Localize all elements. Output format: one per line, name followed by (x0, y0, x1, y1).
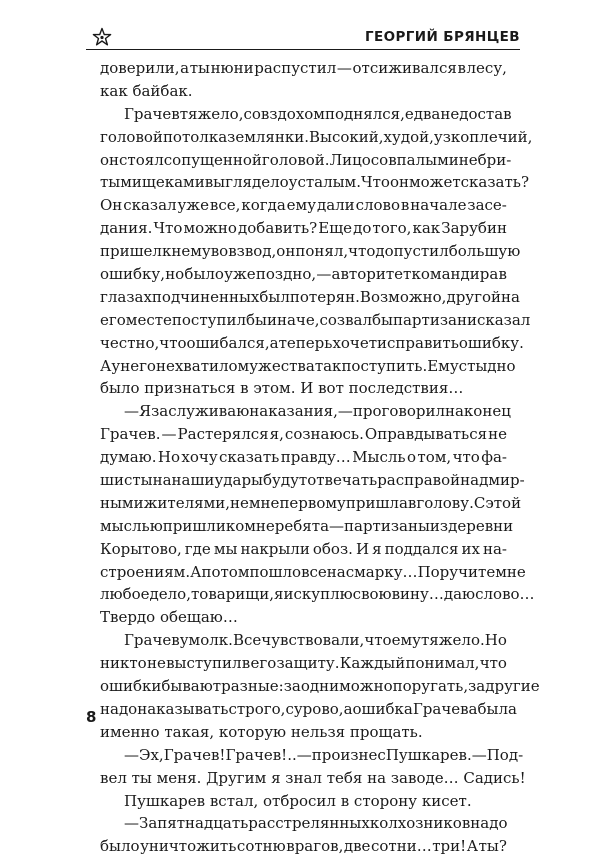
running-header (86, 19, 520, 49)
word: ошибка (352, 699, 413, 718)
word: и (466, 310, 477, 329)
word: хочет (332, 333, 378, 352)
text-line (100, 583, 535, 606)
word: нюни (210, 59, 254, 77)
word: взвод, (228, 242, 277, 261)
text-line (100, 698, 517, 721)
word: глазах (100, 287, 152, 306)
word: добавить? (238, 219, 318, 238)
word: щеками (141, 173, 205, 192)
word: уже (177, 196, 209, 215)
word: Грачев (124, 104, 180, 123)
word: можно (339, 677, 393, 696)
word: что (479, 654, 507, 673)
word: мыслью (100, 516, 163, 535)
text-line (100, 240, 521, 263)
word: него (120, 356, 156, 375)
text-line (100, 309, 531, 332)
word: деревни (448, 516, 514, 535)
word: одни (300, 677, 340, 696)
word: произнес (311, 745, 386, 764)
word: в (400, 196, 410, 215)
word: что (159, 333, 187, 352)
text-line (100, 194, 507, 217)
text-line (100, 400, 511, 423)
word: Эх, (139, 745, 164, 764)
word: Возможно, (359, 287, 447, 306)
word: Лицо (329, 150, 371, 169)
word: пошло (249, 562, 302, 581)
word: дали (316, 196, 355, 215)
word: строго, (228, 699, 286, 718)
header-rule (86, 49, 520, 50)
word: засе- (467, 196, 507, 215)
text-line (100, 286, 520, 309)
word: землянки. (227, 127, 310, 146)
word: сказать (219, 448, 280, 467)
word: не (488, 425, 507, 444)
word: правду… (280, 448, 351, 467)
word: небри- (458, 150, 512, 169)
text-line (100, 812, 507, 835)
word: товарищи, (190, 585, 275, 604)
word: было (184, 265, 224, 284)
word: Что (153, 219, 183, 238)
word: была (477, 699, 517, 718)
word: как (412, 219, 441, 238)
word: стоял (119, 150, 164, 169)
word: шисты (100, 471, 153, 490)
word: наши (171, 471, 215, 490)
word: Грачева (412, 699, 478, 718)
word: Пушкарев. (385, 745, 472, 764)
word: иначе, (266, 310, 320, 329)
word: слово… (475, 585, 535, 604)
word: как байбак. (100, 81, 193, 100)
word: его (250, 654, 277, 673)
word: сознаюсь. (284, 425, 364, 444)
word: мы (213, 539, 238, 558)
word: в (407, 493, 417, 512)
word: Корытово, (100, 539, 182, 558)
word: ребята (274, 516, 330, 535)
word: едва (404, 104, 441, 123)
word: за (283, 677, 301, 696)
text-line (100, 606, 507, 629)
word: тяжело. (421, 631, 485, 650)
word: думаю. (100, 448, 157, 467)
word: Я (139, 402, 152, 421)
word: головой. (261, 150, 330, 169)
word: со (370, 150, 389, 169)
word: к (161, 242, 172, 261)
word: обоз. (312, 539, 353, 558)
text-line (100, 57, 507, 80)
word: А (466, 837, 479, 856)
word: вздохом (260, 104, 325, 123)
word: теперь (278, 333, 333, 352)
word: из (429, 516, 449, 535)
word: узкоплечий, (433, 127, 533, 146)
word: дания. (100, 219, 153, 238)
word: пришли (162, 516, 226, 535)
text-line (100, 377, 507, 400)
word: уже (224, 265, 256, 284)
word: Все (232, 631, 262, 650)
word: первому (279, 493, 346, 512)
word: за (468, 677, 486, 696)
word: но (165, 265, 185, 284)
word: врагов, (286, 837, 344, 856)
word: не (146, 654, 166, 673)
word: поступить. (341, 356, 428, 375)
word: бы (245, 310, 267, 329)
word: опущенной (172, 150, 262, 169)
word: я (274, 585, 284, 604)
word: лесу, (466, 59, 507, 77)
text-line (100, 561, 526, 584)
word: искуплю (283, 585, 353, 604)
text-line (100, 423, 507, 446)
word: в (457, 59, 466, 77)
word: исправить (377, 333, 459, 352)
word: защиту. (276, 654, 340, 673)
word: именно такая, которую нельзя прощать. (100, 722, 423, 741)
word: на- (482, 539, 507, 558)
word: разные: (221, 677, 284, 696)
word: нему (171, 242, 211, 261)
word: будут (262, 471, 308, 490)
word: ты? (478, 837, 507, 856)
word: ошибался, (186, 333, 270, 352)
word: фа- (481, 448, 507, 467)
word: в (498, 265, 507, 284)
word: что (348, 242, 376, 261)
word: все, (209, 196, 241, 215)
word: ошибки (100, 677, 162, 696)
body-text (100, 57, 540, 858)
word: ты (189, 59, 210, 77)
text-line (100, 744, 524, 767)
word: сказать? (460, 173, 530, 192)
word: все (301, 562, 327, 581)
word: — (124, 814, 139, 833)
text-line (100, 515, 514, 538)
word: поздно, (255, 265, 317, 284)
text-line (100, 790, 507, 813)
word: в (241, 654, 251, 673)
word: головой (100, 127, 163, 146)
word: его (100, 310, 126, 329)
text-line (100, 171, 530, 194)
word: честно, (100, 333, 160, 352)
word: пятнадцать (157, 814, 249, 833)
word: Твердо обещаю… (100, 608, 238, 627)
text-line (100, 538, 507, 561)
word: было признаться в этом. И вот последствия… (100, 379, 464, 398)
text-line (100, 149, 512, 172)
word: Мысль (352, 448, 406, 467)
word: хватило (174, 356, 238, 375)
word: авторитет (331, 265, 412, 284)
text-line (100, 675, 540, 698)
word: Но (157, 448, 181, 467)
word: месте (125, 310, 172, 329)
word: бывают (161, 677, 222, 696)
word: стыдно (458, 356, 516, 375)
word: подчиненных (151, 287, 260, 306)
word: слово (355, 196, 401, 215)
word: Что (361, 173, 390, 192)
word: Под- (486, 745, 524, 764)
word: этой (485, 493, 522, 512)
word: заслуживаю (151, 402, 250, 421)
word: — (329, 516, 345, 535)
word: выглядело (204, 173, 289, 192)
word: мир- (488, 471, 525, 490)
word: Грачев. (100, 425, 161, 444)
word: потерян. (289, 287, 360, 306)
word: во (210, 242, 229, 261)
word: вел ты меня. Другим я знал тебя на заводе… Садись! (100, 768, 526, 787)
word: Высокий, (309, 127, 384, 146)
word: Еще (318, 219, 353, 238)
word: мужества (237, 356, 315, 375)
text-line (100, 492, 522, 515)
word: мне (248, 493, 280, 512)
word: сотню (236, 837, 286, 856)
text-line (100, 767, 526, 790)
word: худой, (383, 127, 434, 146)
word: сотни… (370, 837, 432, 856)
word: у (111, 356, 121, 375)
word: любое (100, 585, 150, 604)
word: наконец (444, 402, 511, 421)
text-line (100, 263, 507, 286)
text-line (100, 355, 516, 378)
word: Оправдываться (364, 425, 488, 444)
word: отсиживался (352, 59, 457, 77)
word: так (314, 356, 342, 375)
word: выступил (166, 654, 242, 673)
text-line (100, 446, 507, 469)
word: он (389, 173, 409, 192)
word: наказывать (137, 699, 229, 718)
word: поругать, (392, 677, 469, 696)
word: где (184, 539, 211, 558)
word: можно (183, 219, 237, 238)
text-line (100, 332, 524, 355)
word: мне (495, 562, 526, 581)
word: командира (411, 265, 499, 284)
word: не (440, 104, 460, 123)
word: может (408, 173, 461, 192)
word: тыми (100, 173, 142, 192)
word: на (501, 287, 520, 306)
word: он (276, 242, 296, 261)
word: Грачев (124, 631, 180, 650)
word: умолк. (179, 631, 233, 650)
text-line (100, 721, 507, 744)
word: доверили, (100, 59, 180, 77)
word: ему (286, 196, 317, 215)
word: партизаны (344, 516, 430, 535)
word: ошибку, (100, 265, 165, 284)
word: созвал (319, 310, 372, 329)
word: удары (214, 471, 263, 490)
word: проговорил (352, 402, 445, 421)
word: — (471, 745, 487, 764)
word: усталым. (288, 173, 361, 192)
word: А (190, 562, 202, 581)
word: Грачев!.. (225, 745, 297, 764)
word: с (163, 150, 173, 169)
word: голову. (416, 493, 474, 512)
word: чувствовали, (261, 631, 365, 650)
text-line (100, 652, 507, 675)
word: впалыми (388, 150, 459, 169)
word: С (473, 493, 486, 512)
word: За (139, 814, 158, 833)
word: поддался (384, 539, 459, 558)
word: понимал, (405, 654, 480, 673)
word: до (353, 219, 372, 238)
word: колхозников (369, 814, 471, 833)
word: Растерялся (177, 425, 269, 444)
word: том, (417, 448, 452, 467)
word: сказал (123, 196, 177, 215)
word: расправой (377, 471, 461, 490)
word: Он (100, 196, 123, 215)
word: — (124, 745, 139, 764)
word: ко (225, 516, 245, 535)
word: их (461, 539, 480, 558)
word: свою (352, 585, 392, 604)
word: вину… (391, 585, 444, 604)
word: — (124, 402, 139, 421)
word: ошибку. (458, 333, 524, 352)
word: партизан (392, 310, 467, 329)
word: наказания, (249, 402, 338, 421)
word: не (155, 356, 175, 375)
word: пришла (345, 493, 408, 512)
word: поступил (171, 310, 246, 329)
word: хочу (181, 448, 218, 467)
word: Каждый (339, 654, 406, 673)
word: Пушкарев встал, отбросил в сторону кисет. (124, 791, 472, 810)
text-line (100, 103, 512, 126)
word: со (243, 104, 261, 123)
text-line (100, 835, 507, 858)
text-line (100, 126, 533, 149)
word: тяжело, (179, 104, 244, 123)
word: о (406, 448, 417, 467)
word: И (355, 539, 370, 558)
word: даю (443, 585, 476, 604)
text-line (100, 80, 507, 103)
word: когда (241, 196, 286, 215)
word: другие (485, 677, 540, 696)
word: распустил (254, 59, 337, 77)
word: сурово, (285, 699, 344, 718)
word: а (180, 59, 190, 77)
word: было (100, 837, 140, 856)
word: ными (100, 493, 144, 512)
word: я (372, 539, 382, 558)
word: ему (391, 631, 421, 650)
word: поднялся, (324, 104, 405, 123)
word: Ему (427, 356, 459, 375)
word: отвечать (307, 471, 378, 490)
word: был (259, 287, 290, 306)
word: — (336, 59, 352, 77)
word: а (269, 333, 279, 352)
word: пришел (100, 242, 162, 261)
word: три! (432, 837, 467, 856)
word: уничтожить (140, 837, 237, 856)
star-icon (92, 27, 112, 47)
word: потолка (162, 127, 228, 146)
word: Зарубин (441, 219, 507, 238)
word: — (316, 265, 332, 284)
word: расстрелянных (248, 814, 370, 833)
word: того, (372, 219, 412, 238)
word: бы (372, 310, 393, 329)
text-line (100, 469, 525, 492)
word: насмарку… (326, 562, 418, 581)
word: сказал (476, 310, 531, 329)
word: а (343, 699, 353, 718)
word: не (230, 493, 249, 512)
word: большую (448, 242, 521, 261)
word: на (152, 471, 172, 490)
word: — (337, 402, 353, 421)
word: мне (244, 516, 275, 535)
text-line (100, 629, 507, 652)
word: понял, (295, 242, 349, 261)
word: другой (446, 287, 502, 306)
word: Грачев! (163, 745, 226, 764)
word: дело, (149, 585, 191, 604)
word: допустил (375, 242, 449, 261)
word: накрыли (240, 539, 310, 558)
word: достав (459, 104, 512, 123)
word: А (100, 356, 112, 375)
word: жителями, (143, 493, 231, 512)
author-name: ГЕОРГИЙ БРЯНЦЕВ (364, 29, 520, 45)
text-line (100, 217, 507, 240)
word: над (460, 471, 489, 490)
page-number: 8 (86, 708, 97, 726)
word: я, (269, 425, 284, 444)
word: начале (410, 196, 467, 215)
word: две (343, 837, 371, 856)
word: он (100, 150, 120, 169)
word: Но (484, 631, 507, 650)
word: Поручите (417, 562, 496, 581)
word: надо (470, 814, 508, 833)
word: — (161, 425, 177, 444)
word: строениям. (100, 562, 191, 581)
word: — (296, 745, 312, 764)
word: надо (100, 699, 138, 718)
word: потом (201, 562, 250, 581)
word: никто (100, 654, 147, 673)
word: что (364, 631, 392, 650)
word: что (452, 448, 480, 467)
